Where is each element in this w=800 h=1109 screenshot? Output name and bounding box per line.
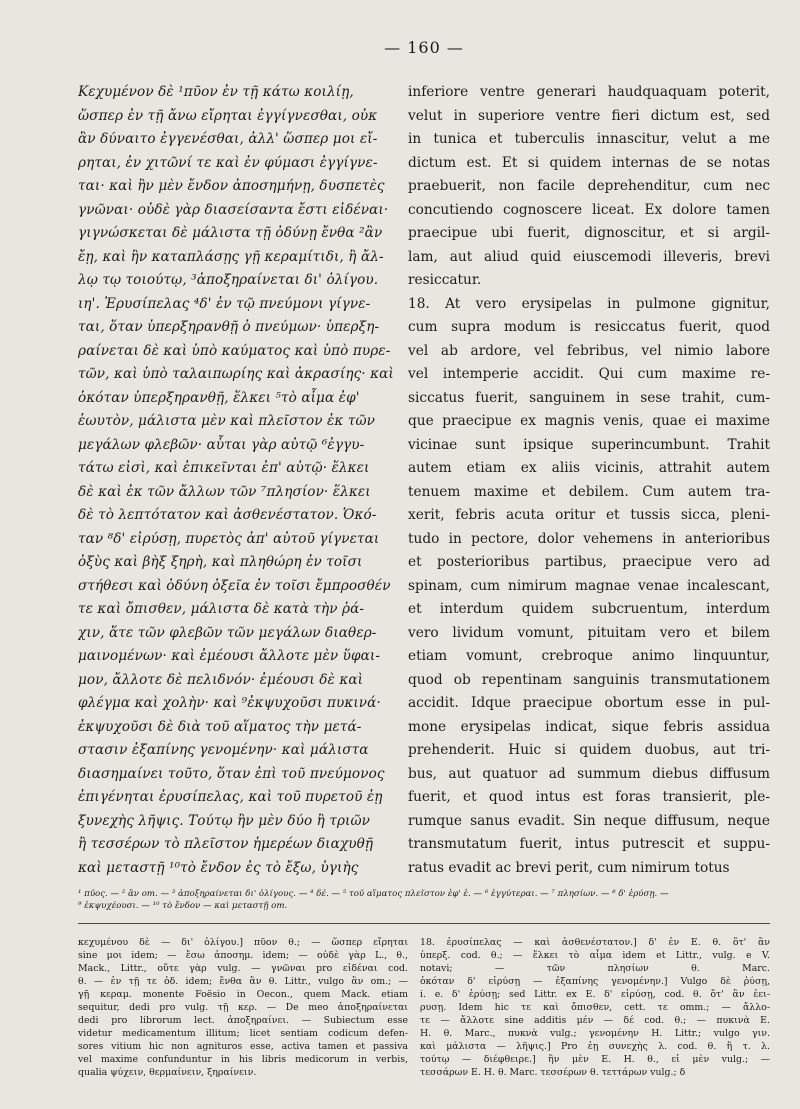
greek-text-line: στήθεσι καὶ ὀδύνη ὀξεῖα ἐν τοῖσι ἔμπροσθέν: [78, 577, 391, 594]
latin-text-line: mone erysipelas indicat, sique febris assidua: [408, 718, 770, 735]
latin-text-line: bus, aut quatuor ad summum diebus diffusum: [408, 765, 770, 782]
greek-text-line: δὲ καὶ ἐκ τῶν ἄλλων τῶν ⁷πλησίον· ἕλκει: [78, 483, 371, 500]
latin-text-line: rumque sanus evadit. Sin neque diffusum, neque: [408, 812, 770, 829]
latin-text-line: xerit, febris acuta oritur et tussis sicca, pleni-: [408, 507, 770, 523]
latin-text-line: concutiendo cognoscere liceat. Ex dolore tamen: [408, 201, 770, 218]
note-line: θ. — ἐν τῇ τε ὀδ. idem; ἔνθα ἂν θ. Littr., vulgo ἂν om.; —: [78, 976, 408, 987]
latin-text-line: transmutatum fuerit, intus putrescit et suppu-: [408, 836, 770, 852]
latin-text-line: lam, aut aliud quid eiuscemodi illeveris, brevi: [408, 248, 770, 265]
greek-text-line: ἔῃ, καὶ ἢν καταπλάσῃς γῇ κεραμίτιδι, ἢ ἄλ-: [78, 248, 384, 265]
greek-text-line: ἐπιγένηται ἐρυσίπελας, καὶ τοῦ πυρετοῦ ἐῃ: [78, 789, 383, 805]
greek-text-line: τάτω εἰσὶ, καὶ ἐπικεῖνται ἐπ' αὐτῷ· ἕλκει: [78, 460, 370, 476]
greek-text-line: ὥσπερ ἐν τῇ ἄνω εἴρηται ἐγγίγνεσθαι, οὐκ: [78, 107, 378, 124]
note-line: τούτῳ — διέφθειρε.] ἢν μὲν E. H. θ., εἰ μὲν vulg.; —: [420, 1054, 770, 1065]
latin-text-line: et posterioribus partibus, praecipue vero ad: [408, 554, 770, 570]
greek-text-column: [78, 81, 408, 880]
greek-text-line: ὀξὺς καὶ βὴξ ξηρὴ, καὶ πληθώρη ἐν τοῖσι: [78, 554, 363, 570]
note-line: ρυσῃ. Idem hic τε καὶ ὄπισθεν, cett. τε omm.; — ἄλλο-: [420, 1002, 770, 1013]
latin-text-line: accidit. Idque praecipue obortum esse in pul-: [408, 695, 770, 711]
note-line: qualia ψύχειν, θερμαίνειν, ξηραίνειν.: [78, 1067, 257, 1078]
greek-text-line: χιν, ἅτε τῶν φλεβῶν τῶν μεγάλων διαθερ-: [78, 624, 377, 641]
greek-text-line: ται, ὅταν ὑπερξηρανθῇ ὁ πνεύμων· ὑπερξη-: [78, 319, 380, 335]
latin-text-line: resiccatur.: [408, 272, 482, 288]
footnote-variant-line: ⁹ ἐκψυχέουσι. — ¹⁰ τὸ ἔνδον — καὶ μεταστῇ om.: [78, 901, 288, 911]
greek-text-line: ὁκόταν ὑπερξηρανθῇ, ἕλκει ⁵τὸ αἷμα ἐφ': [78, 389, 360, 406]
latin-text-line: vero lividum vomunt, pituitam vero et bilem: [408, 624, 770, 641]
greek-text-line: ἑωυτὸν, μάλιστα μὲν καὶ πλεῖστον ἐκ τῶν: [78, 413, 376, 429]
note-line: ὁκόταν δ' εἰρύσῃ — ἐξαπίνης γενομένην.] Vulgo δὲ ῥύσῃ,: [420, 976, 770, 987]
latin-text-line: in tunica et tuberculis innascitur, velut a me: [408, 131, 770, 147]
greek-text-line: ταν ⁸δ' εἰρύσῃ, πυρετὸς ἀπ' αὐτοῦ γίγνεται: [78, 530, 380, 547]
latin-text-line: praebuerit, non facile deprehenditur, cum nec: [408, 178, 770, 194]
greek-text-line: ξυνεχὴς λῆψις. Τούτῳ ἢν μὲν δύο ἢ τριῶν: [78, 812, 371, 829]
latin-text-line: autem etiam ex aliis vicinis, attrahit autem: [408, 460, 770, 476]
note-line: i. e. δ' ἐρύσῃ; sed Littr. ex E. δ' εἰρύσῃ, cod. θ. ὅτ' ἂν ἐει-: [420, 989, 770, 1000]
latin-text-line: prehenderit. Huic si quidem duobus, aut tri-: [408, 742, 770, 758]
latin-text-line: praecipue ubi fuerit, dignoscitur, et si argil-: [408, 225, 770, 241]
latin-text-line: etiam vomunt, crebroque animo linquuntur,: [408, 648, 770, 664]
notes-left-column: [78, 936, 408, 1079]
note-line: γῇ κεραμ. monente Foësio in Oecon., quem Mack. etiam: [78, 989, 408, 1000]
greek-text-line: μον, ἄλλοτε δὲ πελιδνόν· ἐμέουσι δὲ καὶ: [78, 671, 364, 688]
latin-text-line: ratus evadit ac brevi perit, cum nimirum totus: [408, 859, 730, 876]
note-line: H. θ. Marc., πυκνὰ vulg.; γενομένην H. Littr.; vulgo γιν.: [420, 1028, 770, 1039]
greek-text-line: στασιν ἐξαπίνης γενομένην· καὶ μάλιστα: [78, 742, 369, 758]
latin-text-line: inferiore ventre generari haudquaquam poterit,: [408, 84, 770, 100]
greek-text-line: καὶ μεταστῇ ¹⁰τὸ ἔνδον ἐς τὸ ἔξω, ὑγιὴς: [78, 859, 359, 876]
greek-text-line: ἢ τεσσέρων τὸ πλεῖστον ἡμερέων διαχυθῇ: [78, 836, 374, 852]
greek-text-line: ται· καὶ ἢν μὲν ἔνδον ἀποσημήνῃ, δυσπετὲς: [78, 178, 385, 194]
latin-text-column: [408, 81, 770, 880]
latin-text-line: dictum est. Et si quidem internas de se notas: [408, 154, 770, 171]
note-line: videtur medicamentum illitum; licet sentiam codicum defen-: [78, 1028, 408, 1039]
greek-text-line: ἂν δύναιτο ἐγγενέσθαι, ἀλλ' ὥσπερ μοι εἴ-: [78, 131, 378, 147]
note-line: 18. ἐρυσίπελας — καὶ ἀσθενέστατον.] δ' ἐν E. θ. ὅτ' ἂν: [420, 937, 770, 948]
latin-text-line: que praecipue ex magnis venis, quae ei maxime: [408, 413, 770, 429]
note-line: τεσσάρων E. H. θ. Marc. τεσσέρων θ. τεττάρων vulg.; δ: [420, 1067, 686, 1078]
greek-text-line: ἐκψυχοῦσι δὲ διὰ τοῦ αἵματος τὴν μετά-: [78, 718, 362, 735]
latin-text-line: fuerit, et quod intus est foras transierit, ple-: [408, 789, 770, 805]
note-line: sequitur, dedi pro vulg. τῇ κερ. — De meo ἀποξηραίνεται: [78, 1002, 408, 1013]
note-line: notavi; — τῶν πλησίων θ. Marc.: [420, 963, 770, 974]
note-line: sine μοι idem; — ἔσω ἀποσημ. idem; — οὐδὲ γὰρ L., θ.,: [78, 950, 408, 961]
greek-text-line: τῶν, καὶ ὑπὸ ταλαιπωρίης καὶ ἀκρασίης· καὶ: [78, 366, 394, 382]
notes-divider: [78, 923, 770, 924]
page-number: — 160 —: [384, 38, 464, 57]
greek-text-line: διασημαίνει τοῦτο, ὅταν ἐπὶ τοῦ πνεύμονος: [78, 765, 385, 782]
note-line: vel maxime confunduntur in his libris medicorum in verbis,: [78, 1054, 408, 1065]
text-columns: [78, 81, 770, 880]
greek-text-line: φλέγμα καὶ χολὴν· καὶ ⁹ἐκψυχοῦσι πυκινά·: [78, 695, 381, 711]
note-line: τε — ἄλλοτε sine additis μέν — δέ cod. θ.; — πυκινὰ E.: [420, 1015, 770, 1026]
footnote-variants: [78, 888, 770, 912]
latin-text-line: spinam, cum nimirum magnae venae incalescant,: [408, 577, 770, 594]
greek-text-line: Κεχυμένον δὲ ¹πῦον ἐν τῇ κάτω κοιλίῃ,: [78, 84, 354, 100]
latin-text-line: tudo in pectore, dolor vehemens in anterioribus: [408, 530, 770, 547]
greek-text-line: ιη'. Ἐρυσίπελας ⁴δ' ἐν τῷ πνεύμονι γίγνε-: [78, 295, 371, 312]
latin-text-line: velut in superiore ventre fieri dictum est, sed: [408, 107, 770, 124]
greek-text-line: τε καὶ ὄπισθεν, μάλιστα δὲ κατὰ τὴν ῥά-: [78, 601, 365, 617]
latin-text-line: 18. At vero erysipelas in pulmone gignitur,: [408, 295, 770, 312]
note-line: dedi pro librorum lect. ἀποξηραίνει. — Subiectum esse: [78, 1015, 408, 1026]
note-line: ὑπερξ. cod. θ.; — ἕλκει τὸ αἷμα idem et Littr., vulg. e V.: [420, 950, 770, 961]
greek-text-line: λῳ τῳ τοιούτῳ, ³ἀποξηραίνεται δι' ὀλίγου.: [78, 272, 379, 288]
latin-text-line: siccatus fuerit, sanguinem in sese trahit, cum-: [408, 389, 770, 406]
notes-right-column: [420, 936, 770, 1079]
critical-notes: [78, 936, 770, 1079]
greek-text-line: γιγνώσκεται δὲ μάλιστα τῇ ὀδύνῃ ἔνθα ²ἂν: [78, 225, 383, 241]
latin-text-line: vicinae sunt ipsique superincumbunt. Trahit: [408, 436, 770, 453]
footnote-variant-line: ¹ πῦος. — ² ἂν om. — ³ ἀποξηραίνεται δι' ὀλίγους. — ⁴ δέ. — ⁵ τοῦ αἵματος πλεῖστον ἐφ' ἑ. — ⁶ ἐγγύτεραι. — ⁷ πλησίων. — ⁸ δ' ἐρύσῃ. —: [78, 889, 669, 899]
greek-text-line: δὲ τὸ λεπτότατον καὶ ἀσθενέστατον. Ὁκό-: [78, 507, 377, 523]
latin-text-line: tenuem maxime et debilem. Cum autem tra-: [408, 483, 770, 500]
latin-text-line: vel ab ardore, vel febribus, vel nimio labore: [408, 342, 770, 359]
greek-text-line: ρηται, ἐν χιτῶνί τε καὶ ἐν φύμασι ἐγγίγνε-: [78, 154, 378, 171]
greek-text-line: ραίνεται δὲ καὶ ὑπὸ καύματος καὶ ὑπὸ πυρε-: [78, 342, 391, 359]
latin-text-line: cum supra modum is resiccatus fuerit, quod: [408, 319, 770, 335]
note-line: κεχυμένου δὲ — δι' ὀλίγου.] πῦον θ.; — ὥσπερ εἴρηται: [78, 937, 408, 948]
note-line: καὶ μάλιστα — λῆψις.] Pro ἐῃ συνεχὴς λ. cod. θ. ἢ τ. λ.: [420, 1041, 770, 1052]
latin-text-line: quod ob repentinam sanguinis transmutationem: [408, 671, 770, 688]
note-line: Mack., Littr., οὔτε γὰρ vulg. — γνῶναι pro εἰδέναι cod.: [78, 963, 408, 974]
latin-text-line: et interdum quidem subcruentum, interdum: [408, 601, 770, 617]
greek-text-line: μεγάλων φλεβῶν· αὗται γὰρ αὐτῷ ⁶ἐγγυ-: [78, 436, 365, 453]
greek-text-line: μαινομένων· καὶ ἐμέουσι ἄλλοτε μὲν ὕφαι-: [78, 648, 381, 664]
latin-text-line: vel intemperie accidit. Qui cum maxime re-: [408, 366, 770, 382]
greek-text-line: γνῶναι· οὐδὲ γὰρ διασείσαντα ἔστι εἰδέναι·: [78, 201, 389, 218]
note-line: sores vitium hic non agnituros esse, activa tamen et passiva: [78, 1041, 408, 1052]
